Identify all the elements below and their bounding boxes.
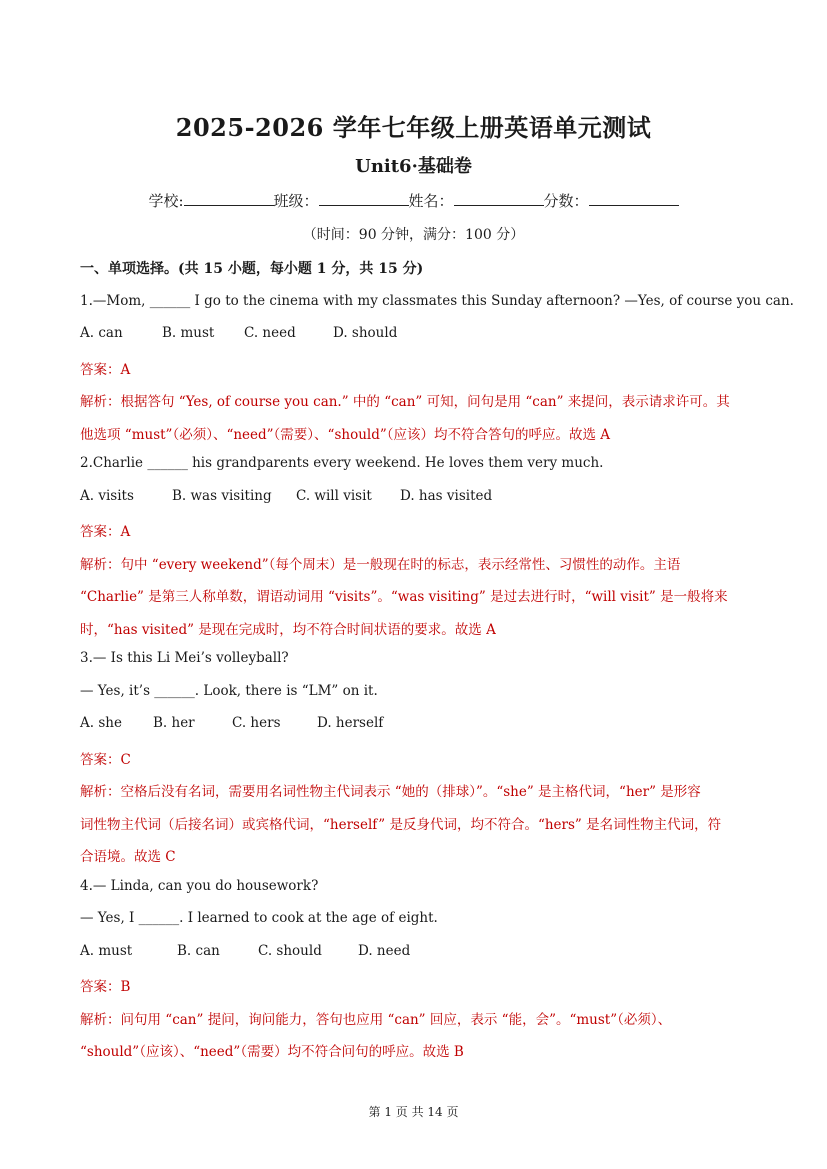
option: B. her — [153, 715, 195, 731]
name-blank — [454, 191, 544, 206]
question-stem: — Yes, it’s ______. Look, there is “LM” on it. — [80, 683, 378, 699]
name-label: 姓名： — [408, 192, 454, 210]
analysis-line: 解析：问句用 “can” 提问，询问能力，答句也应用 “can” 回应，表示 “能，会”。“must”（必须）、 — [80, 1012, 672, 1028]
section-heading: 一、单项选择。(共 15 小题，每小题 1 分，共 15 分) — [80, 261, 424, 277]
option: D. should — [333, 325, 398, 341]
question-stem: 3.— Is this Li Mei’s volleyball? — [80, 650, 289, 666]
page-number: 第 1 页 共 14 页 — [368, 1105, 459, 1119]
student-info-row — [0, 190, 827, 211]
option: A. can — [80, 325, 123, 341]
question-options — [80, 325, 750, 341]
option: B. must — [162, 325, 215, 341]
time-info: （时间：90 分钟，满分：100 分） — [302, 227, 525, 243]
class-label: 班级： — [273, 192, 319, 210]
option: C. will visit — [296, 488, 372, 504]
option: C. should — [258, 943, 322, 959]
question-options — [80, 488, 750, 504]
analysis-line: 解析：句中 “every weekend”（每个周末）是一般现在时的标志，表示经常性、习惯性的动作。主语 — [80, 557, 681, 573]
option: A. visits — [80, 488, 134, 504]
option: A. she — [80, 715, 122, 731]
answer: 答案：C — [80, 752, 131, 768]
analysis-line: 解析：空格后没有名词，需要用名词性物主代词表示 “她的（排球）”。“she” 是主格代词，“her” 是形容 — [80, 784, 701, 800]
option: C. hers — [232, 715, 281, 731]
answer: 答案：B — [80, 979, 131, 995]
analysis-line: 词性物主代词（后接名词）或宾格代词，“herself” 是反身代词，均不符合。“hers” 是名词性物主代词，符 — [80, 817, 722, 833]
question-options — [80, 943, 750, 959]
analysis-line: 他选项 “must”（必须）、“need”（需要）、“should”（应该）均不符合答句的呼应。故选 A — [80, 427, 611, 443]
page-title: 2025-2026 学年七年级上册英语单元测试 — [175, 113, 652, 142]
question-options — [80, 715, 750, 731]
answer: 答案：A — [80, 362, 131, 378]
answer: 答案：A — [80, 524, 131, 540]
analysis-line: 时，“has visited” 是现在完成时，均不符合时间状语的要求。故选 A — [80, 622, 496, 638]
option: D. herself — [317, 715, 384, 731]
analysis-line: “Charlie” 是第三人称单数，谓语动词用 “visits”。“was visiting” 是过去进行时，“will visit” 是一般将来 — [80, 589, 728, 605]
score-blank — [589, 191, 679, 206]
option: D. need — [358, 943, 411, 959]
analysis-line: 合语境。故选 C — [80, 849, 176, 865]
school-blank — [184, 191, 274, 206]
school-label: 学校: — [148, 192, 184, 210]
option: B. was visiting — [172, 488, 272, 504]
question-stem: 1.—Mom, ______ I go to the cinema with my classmates this Sunday afternoon? —Yes, of course you can. — [80, 293, 794, 309]
analysis-line: 解析：根据答句 “Yes, of course you can.” 中的 “can” 可知，问句是用 “can” 来提问，表示请求许可。其 — [80, 394, 730, 410]
class-blank — [319, 191, 409, 206]
option: D. has visited — [400, 488, 493, 504]
score-label: 分数： — [543, 192, 589, 210]
option: C. need — [244, 325, 296, 341]
option: B. can — [177, 943, 220, 959]
question-stem: — Yes, I ______. I learned to cook at the age of eight. — [80, 910, 438, 926]
question-stem: 2.Charlie ______ his grandparents every weekend. He loves them very much. — [80, 455, 604, 471]
question-stem: 4.— Linda, can you do housework? — [80, 878, 319, 894]
page-subtitle: Unit6·基础卷 — [355, 156, 472, 177]
option: A. must — [80, 943, 133, 959]
analysis-line: “should”（应该）、“need”（需要）均不符合问句的呼应。故选 B — [80, 1044, 464, 1060]
